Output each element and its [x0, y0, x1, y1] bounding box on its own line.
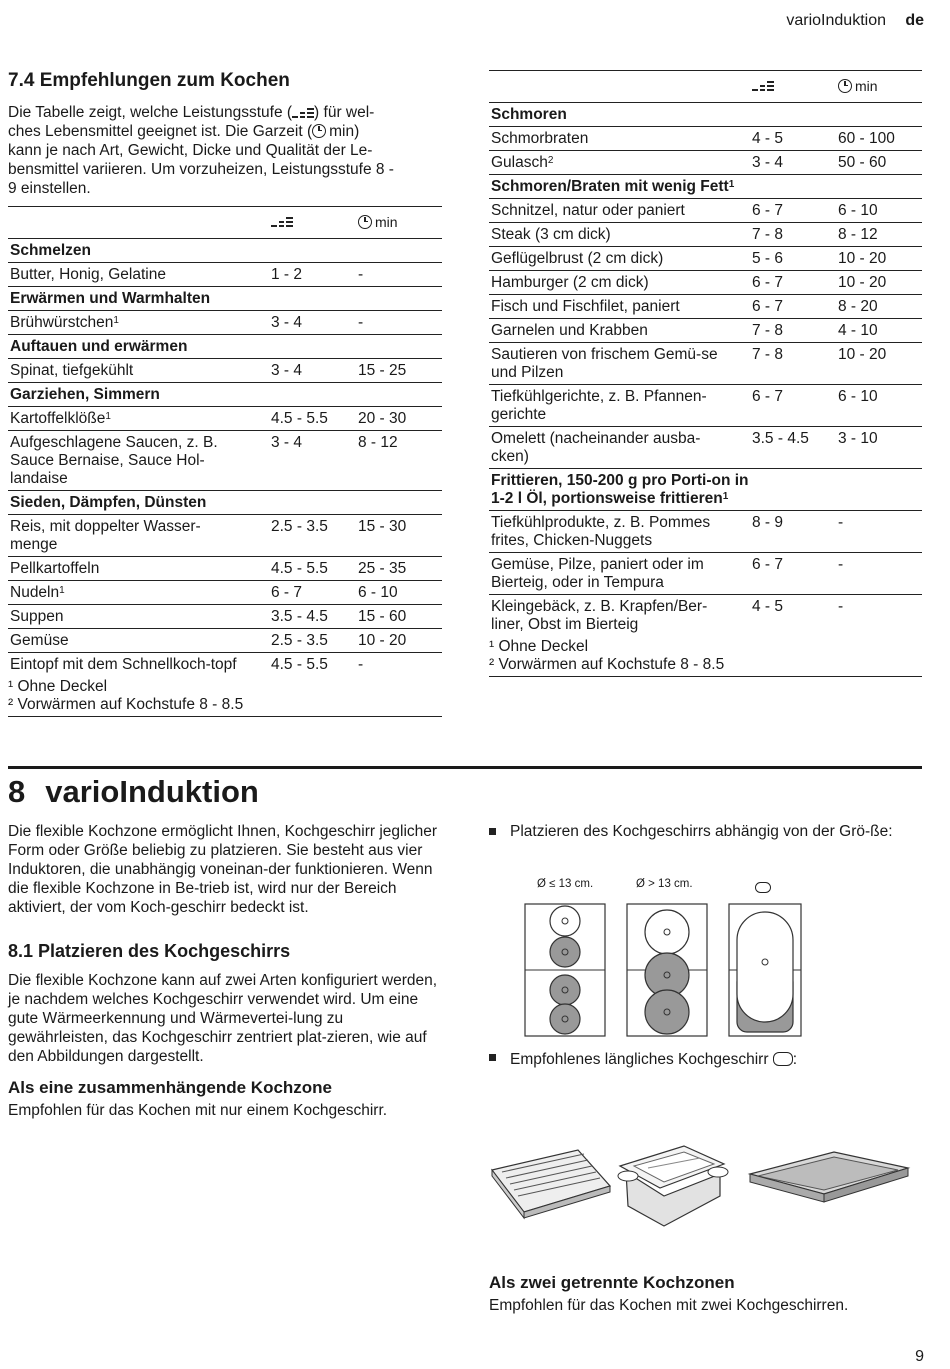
food-cell — [489, 295, 750, 319]
table-row — [489, 271, 922, 295]
roasting-dish-icon — [618, 1146, 728, 1226]
section-8-left — [8, 822, 440, 1120]
bullet-oval-pot — [489, 1050, 923, 1069]
diagram-label-large: Ø > 13 cm. — [636, 878, 693, 890]
food-label: Nudeln — [10, 584, 60, 601]
table-row — [489, 343, 922, 385]
category-text: Garziehen, Simmern — [10, 386, 160, 403]
time-unit: min — [855, 78, 878, 94]
food-label: Gulasch — [491, 154, 548, 171]
section-7-4 — [8, 70, 442, 198]
table-row — [489, 151, 922, 175]
category-text: Schmoren/Braten mit wenig Fett — [491, 178, 729, 195]
table-row — [8, 581, 442, 605]
footnote-mark: 2 — [547, 155, 554, 166]
subsection-two-zones — [489, 1273, 923, 1315]
table-row — [8, 653, 442, 677]
cooking-time-cell: 6 - 10 — [356, 581, 442, 605]
grill-plate-icon — [492, 1150, 610, 1218]
cooking-time-cell: 3 - 10 — [836, 427, 922, 469]
cooking-time-cell: - — [356, 311, 442, 335]
category-row — [8, 383, 442, 407]
table-row — [489, 511, 922, 553]
bullet-icon — [489, 1054, 496, 1061]
placement-diagram — [523, 878, 803, 1038]
zone-large-pots — [627, 904, 707, 1036]
table-row — [489, 223, 922, 247]
section-8-title — [8, 774, 259, 810]
cooking-time-cell: 6 - 10 — [836, 199, 922, 223]
cooking-time-cell: 8 - 12 — [356, 431, 442, 491]
table-row — [489, 247, 922, 271]
cooking-time-cell: 20 - 30 — [356, 407, 442, 431]
food-label: Aufgeschlagene Saucen, z. B. Sauce Bernaise, Sauce Hol-landaise — [10, 434, 218, 487]
footnote: ¹ Ohne Deckel — [8, 678, 108, 695]
food-label: Kleingebäck, z. B. Krapfen/Ber-liner, Obst im Bierteig — [491, 598, 708, 633]
food-cell — [8, 557, 269, 581]
footnote-mark: 1 — [728, 179, 735, 190]
power-level-cell: 3 - 4 — [269, 359, 356, 383]
header-language: de — [905, 12, 924, 29]
power-level-cell: 3 - 4 — [750, 151, 836, 175]
power-level-cell: 3 - 4 — [269, 311, 356, 335]
power-level-cell: 6 - 7 — [750, 295, 836, 319]
category-row — [489, 469, 922, 511]
cooking-time-cell: - — [836, 553, 922, 595]
footnote-mark: 1 — [722, 491, 729, 502]
footnote-mark: 1 — [113, 315, 119, 326]
food-label: Hamburger (2 cm dick) — [491, 274, 649, 291]
cooking-time-cell: 8 - 20 — [836, 295, 922, 319]
table-row — [8, 311, 442, 335]
food-label: Garnelen und Krabben — [491, 322, 648, 339]
food-cell — [489, 271, 750, 295]
food-cell — [489, 553, 750, 595]
table-row — [8, 515, 442, 557]
cooking-time-cell: 4 - 10 — [836, 319, 922, 343]
header-cell-level — [269, 207, 356, 239]
power-level-cell: 8 - 9 — [750, 511, 836, 553]
category-label — [8, 287, 442, 311]
footnote-mark: 1 — [105, 411, 111, 422]
food-label: Kartoffelklöße — [10, 410, 106, 427]
zone-small-pots — [525, 904, 605, 1036]
oval-pot-icon — [773, 1052, 793, 1066]
category-row — [8, 335, 442, 359]
table-row — [8, 557, 442, 581]
intro-part: min) — [329, 123, 360, 140]
cooking-time-cell: 10 - 20 — [836, 247, 922, 271]
category-row — [489, 175, 922, 199]
food-label: Eintopf mit dem Schnellkoch-topf — [10, 656, 237, 673]
food-cell — [489, 385, 750, 427]
section-8-1-title: 8.1 Platzieren des Kochgeschirrs — [8, 941, 291, 961]
power-level-cell: 6 - 7 — [750, 199, 836, 223]
food-label: Omelett (nacheinander ausba-cken) — [491, 430, 701, 465]
footnote: ² Vorwärmen auf Kochstufe 8 - 8.5 — [8, 696, 244, 713]
table-row — [8, 605, 442, 629]
subsection-title: Als eine zusammenhängende Kochzone — [8, 1078, 333, 1097]
category-text: Schmoren — [491, 106, 567, 123]
placement-diagram-svg — [523, 902, 803, 1040]
power-level-cell: 4 - 5 — [750, 595, 836, 637]
food-cell — [8, 629, 269, 653]
food-label: Butter, Honig, Gelatine — [10, 266, 166, 283]
diagram-label-small: Ø ≤ 13 cm. — [537, 878, 594, 890]
table-header-row — [8, 207, 442, 239]
food-cell — [489, 247, 750, 271]
category-label — [489, 103, 922, 127]
food-cell — [8, 581, 269, 605]
food-label: Geflügelbrust (2 cm dick) — [491, 250, 664, 267]
cooking-time-cell: - — [356, 653, 442, 677]
oval-pot-icon — [755, 880, 771, 898]
table-row — [8, 431, 442, 491]
category-text: Auftauen und erwärmen — [10, 338, 188, 355]
table-header-row — [489, 71, 922, 103]
section-divider — [8, 766, 922, 769]
bullet-icon — [489, 828, 496, 835]
power-level-cell: 1 - 2 — [269, 263, 356, 287]
intro-part: Die Tabelle zeigt, welche Leistungsstufe ( — [8, 104, 293, 121]
footnote-mark: 1 — [59, 585, 65, 596]
cooking-time-cell: - — [836, 511, 922, 553]
food-cell — [489, 595, 750, 637]
food-label: Steak (3 cm dick) — [491, 226, 611, 243]
power-level-cell: 3 - 4 — [269, 431, 356, 491]
cooking-time-cell: - — [356, 263, 442, 287]
food-cell — [489, 511, 750, 553]
food-label: Schmorbraten — [491, 130, 589, 147]
category-label — [489, 469, 922, 511]
cooking-time-cell: 25 - 35 — [356, 557, 442, 581]
cooking-time-cell: 10 - 20 — [356, 629, 442, 653]
category-label — [8, 491, 442, 515]
food-label: Fisch und Fischfilet, paniert — [491, 298, 680, 315]
clock-icon — [358, 215, 372, 229]
food-cell — [489, 199, 750, 223]
food-label: Spinat, tiefgekühlt — [10, 362, 134, 379]
food-cell — [489, 127, 750, 151]
table-row — [8, 359, 442, 383]
clock-icon — [838, 79, 852, 93]
cooking-time-cell: 6 - 10 — [836, 385, 922, 427]
bullet-text-end: : — [792, 1051, 798, 1068]
food-label: Tiefkühlgerichte, z. B. Pfannen-gerichte — [491, 388, 707, 423]
power-level-cell: 3.5 - 4.5 — [269, 605, 356, 629]
intro-part: bensmittel variieren. Um vorzuheizen, Leistungsstufe 8 - — [8, 161, 394, 178]
intro-part: ches Lebensmittel geeignet ist. Die Garzeit ( — [8, 123, 313, 140]
cooking-time-cell: 15 - 60 — [356, 605, 442, 629]
table-row — [8, 629, 442, 653]
food-cell — [489, 223, 750, 247]
food-label: Gemüse — [10, 632, 69, 649]
intro-part: 9 einstellen. — [8, 180, 91, 197]
zone-oval-pot — [729, 904, 801, 1036]
cooking-table-left — [8, 206, 442, 717]
food-cell — [489, 343, 750, 385]
section-7-4-title: 7.4 Empfehlungen zum Kochen — [8, 70, 290, 91]
category-text: Erwärmen und Warmhalten — [10, 290, 211, 307]
food-cell — [8, 359, 269, 383]
table-footnotes — [8, 678, 442, 717]
power-level-cell: 6 - 7 — [750, 271, 836, 295]
cooking-time-cell: - — [836, 595, 922, 637]
food-label: Pellkartoffeln — [10, 560, 100, 577]
cooking-time-cell: 8 - 12 — [836, 223, 922, 247]
power-level-icon — [271, 216, 293, 228]
table-row — [8, 263, 442, 287]
category-label — [8, 383, 442, 407]
power-level-cell: 4.5 - 5.5 — [269, 407, 356, 431]
header-cell-time — [356, 207, 442, 239]
food-label: Gemüse, Pilze, paniert oder im Bierteig, oder in Tempura — [491, 556, 704, 591]
table-footnotes — [489, 638, 922, 677]
section-8-intro: Die flexible Kochzone ermöglicht Ihnen, Kochgeschirr jeglicher Form oder Größe beliebig zu platzieren. Sie besteht aus vier Induktoren, die unabhängig voneinan-der funktionieren. Wenn die flexible Kochzone in Be-trieb ist, wird nur der Bereich aktiviert, der vom Koch-geschirr bedeckt ist. — [8, 823, 438, 916]
section-number: 8 — [8, 774, 26, 809]
power-level-cell: 7 - 8 — [750, 223, 836, 247]
food-label: Sautieren von frischem Gemü-se und Pilzen — [491, 346, 718, 381]
food-label: Tiefkühlprodukte, z. B. Pommes frites, Chicken-Nuggets — [491, 514, 711, 549]
food-label: Schnitzel, natur oder paniert — [491, 202, 685, 219]
clock-icon — [312, 124, 326, 138]
table-row — [489, 385, 922, 427]
table-row — [489, 595, 922, 637]
food-label: Suppen — [10, 608, 64, 625]
food-cell — [8, 311, 269, 335]
power-level-cell: 4.5 - 5.5 — [269, 653, 356, 677]
food-cell — [8, 263, 269, 287]
power-level-icon — [292, 107, 314, 119]
power-level-cell: 6 - 7 — [269, 581, 356, 605]
footnote: ² Vorwärmen auf Kochstufe 8 - 8.5 — [489, 656, 725, 673]
category-label — [8, 239, 442, 263]
power-level-cell: 4 - 5 — [750, 127, 836, 151]
header-cell-level — [750, 71, 836, 103]
cooking-time-cell: 15 - 30 — [356, 515, 442, 557]
section-7-4-intro — [8, 103, 442, 198]
food-label: Brühwürstchen — [10, 314, 114, 331]
header-title: varioInduktion — [786, 12, 886, 29]
header-cell-time — [836, 71, 922, 103]
category-row — [8, 287, 442, 311]
bullet-text: Empfohlenes längliches Kochgeschirr — [510, 1051, 769, 1068]
table — [489, 70, 922, 636]
header-cell — [489, 71, 750, 103]
power-level-cell: 4.5 - 5.5 — [269, 557, 356, 581]
category-text: Sieden, Dämpfen, Dünsten — [10, 494, 207, 511]
subsection-text: Empfohlen für das Kochen mit zwei Kochgeschirren. — [489, 1297, 849, 1314]
cooking-time-cell: 10 - 20 — [836, 343, 922, 385]
baking-tray-icon — [750, 1152, 908, 1202]
category-label — [489, 175, 922, 199]
header-cell — [8, 207, 269, 239]
intro-part: ) für wel- — [314, 104, 375, 121]
cooking-time-cell: 50 - 60 — [836, 151, 922, 175]
table-row — [489, 319, 922, 343]
food-cell — [489, 427, 750, 469]
bullet-item — [489, 1050, 923, 1069]
food-cell — [8, 431, 269, 491]
table-row — [489, 199, 922, 223]
section-8-1-text: Die flexible Kochzone kann auf zwei Arten konfiguriert werden, je nachdem welches Kochgeschirr verwendet wird. Um eine gute Wärmeerkennung und Wärmevertei-lung zu gewährleisten, das Kochgeschirr zentriert plat-zieren, wie auf den Abbildungen dargestellt. — [8, 972, 438, 1065]
table-row — [489, 127, 922, 151]
table-row — [489, 427, 922, 469]
subsection-title: Als zwei getrennte Kochzonen — [489, 1273, 735, 1292]
power-level-cell: 2.5 - 3.5 — [269, 629, 356, 653]
cookware-illustration — [488, 1124, 924, 1234]
cooking-time-cell: 60 - 100 — [836, 127, 922, 151]
food-cell — [489, 319, 750, 343]
page-number: 9 — [915, 1348, 924, 1365]
section-title: varioInduktion — [45, 774, 259, 809]
cooking-table-right — [489, 70, 922, 677]
category-row — [8, 239, 442, 263]
table-row — [489, 553, 922, 595]
food-cell — [8, 515, 269, 557]
category-row — [8, 491, 442, 515]
table-row — [8, 407, 442, 431]
power-level-cell: 3.5 - 4.5 — [750, 427, 836, 469]
power-level-cell: 2.5 - 3.5 — [269, 515, 356, 557]
cooking-time-cell: 15 - 25 — [356, 359, 442, 383]
food-cell — [8, 653, 269, 677]
food-label: Reis, mit doppelter Wasser-menge — [10, 518, 201, 553]
power-level-cell: 6 - 7 — [750, 553, 836, 595]
category-label — [8, 335, 442, 359]
oval-icon — [755, 882, 771, 893]
table-row — [489, 295, 922, 319]
power-level-icon — [752, 80, 774, 92]
category-text: Frittieren, 150-200 g pro Porti-on in 1-2 l Öl, portionsweise frittieren — [491, 472, 749, 507]
power-level-cell: 5 - 6 — [750, 247, 836, 271]
cooking-time-cell: 10 - 20 — [836, 271, 922, 295]
bullet-item — [489, 822, 923, 841]
bullet-text: Platzieren des Kochgeschirrs abhängig von der Grö-ße: — [510, 823, 893, 840]
category-row — [489, 103, 922, 127]
food-cell — [8, 407, 269, 431]
time-unit: min — [375, 214, 398, 230]
subsection-text: Empfohlen für das Kochen mit nur einem Kochgeschirr. — [8, 1102, 388, 1119]
power-level-cell: 6 - 7 — [750, 385, 836, 427]
intro-part: kann je nach Art, Gewicht, Dicke und Qualität der Le- — [8, 142, 373, 159]
category-text: Schmelzen — [10, 242, 91, 259]
power-level-cell: 7 - 8 — [750, 319, 836, 343]
footnote: ¹ Ohne Deckel — [489, 638, 589, 655]
table — [8, 206, 442, 676]
food-cell — [8, 605, 269, 629]
food-cell — [489, 151, 750, 175]
power-level-cell: 7 - 8 — [750, 343, 836, 385]
section-8-right — [489, 822, 923, 841]
